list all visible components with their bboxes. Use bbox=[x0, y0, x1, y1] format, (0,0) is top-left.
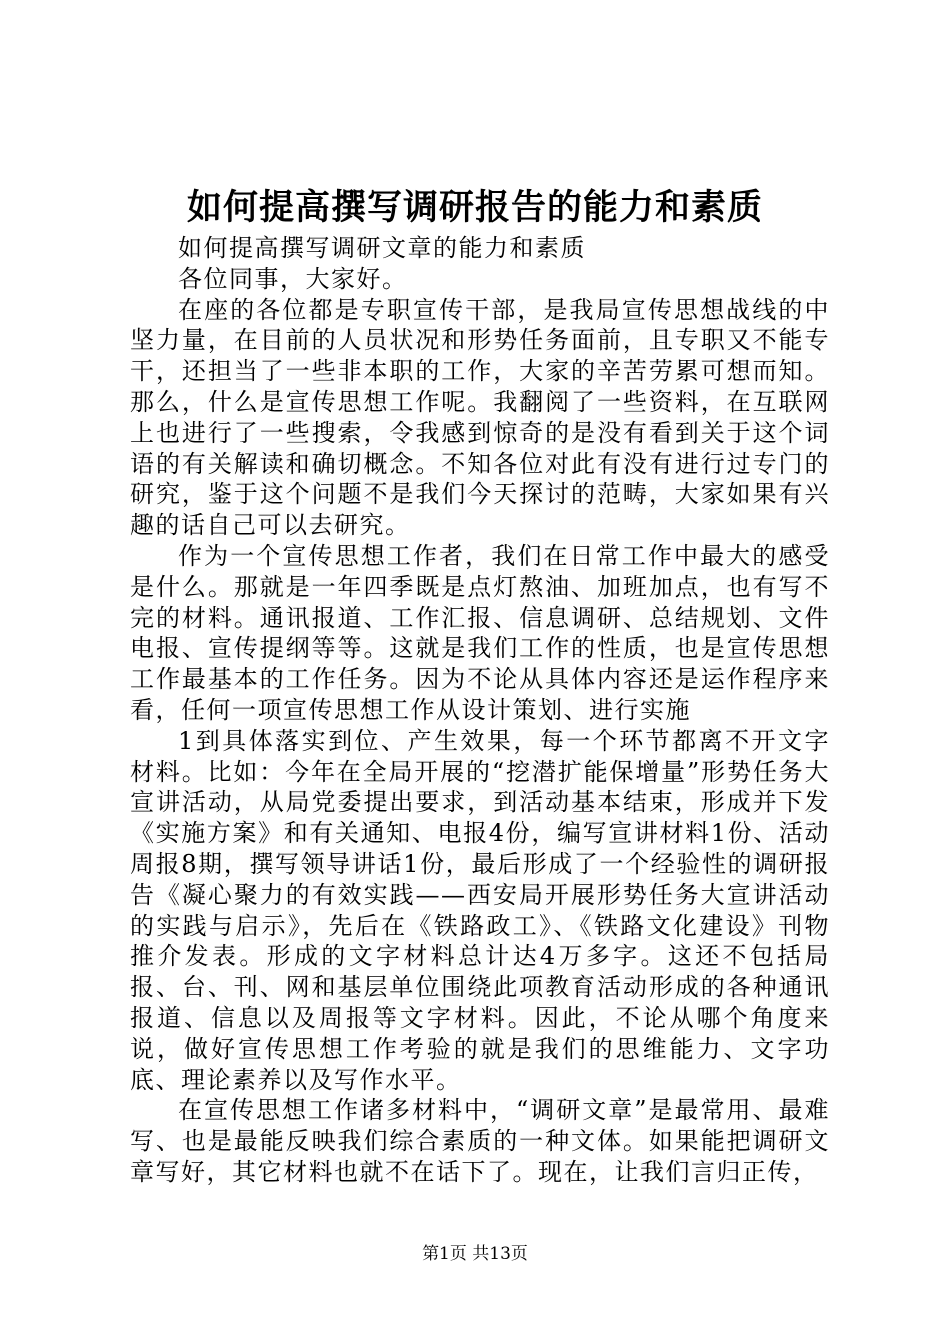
document-body bbox=[130, 233, 830, 1188]
paragraph-body-3: 1到具体落实到位、产生效果，每一个环节都离不开文字材料。比如：今年在全局开展的“挖潜扩能保增量”形势任务大宣讲活动，从局党委提出要求，到活动基本结束，形成并下发《实施方案》和有关通知、电报4份，编写宣讲材料1份、活动周报8期，撰写领导讲话1份，最后形成了一个经验性的调研报告《凝心聚力的有效实践——西安局开展形势任务大宣讲活动的实践与启示》，先后在《铁路政工》、《铁路文化建设》刊物推介发表。形成的文字材料总计达4万多字。这还不包括局报、台、刊、网和基层单位围绕此项教育活动形成的各种通讯报道、信息以及周报等文字材料。因此，不论从哪个角度来说，做好宣传思想工作考验的就是我们的思维能力、文字功底、理论素养以及写作水平。 bbox=[130, 726, 830, 1094]
paragraph-body-1: 在座的各位都是专职宣传干部，是我局宣传思想战线的中坚力量，在目前的人员状况和形势任务面前，且专职又不能专干，还担当了一些非本职的工作，大家的辛苦劳累可想而知。那么，什么是宣传思想工作呢。我翻阅了一些资料，在互联网上也进行了一些搜索，令我感到惊奇的是没有看到关于这个词语的有关解读和确切概念。不知各位对此有没有进行过专门的研究，鉴于这个问题不是我们今天探讨的范畴，大家如果有兴趣的话自己可以去研究。 bbox=[130, 295, 830, 540]
paragraph-greeting: 各位同事，大家好。 bbox=[178, 264, 408, 293]
document-title: 如何提高撰写调研报告的能力和素质 bbox=[186, 187, 763, 228]
paragraph-body-2: 作为一个宣传思想工作者，我们在日常工作中最大的感受是什么。那就是一年四季既是点灯熬油、加班加点，也有写不完的材料。通讯报道、工作汇报、信息调研、总结规划、文件电报、宣传提纲等等。这就是我们工作的性质，也是宣传思想工作最基本的工作任务。因为不论从具体内容还是运作程序来看，任何一项宣传思想工作从设计策划、进行实施 bbox=[130, 541, 830, 724]
page-number-footer: 第1页 共13页 bbox=[422, 1244, 528, 1264]
paragraph-subtitle: 如何提高撰写调研文章的能力和素质 bbox=[178, 234, 586, 262]
paragraph-body-4: 在宣传思想工作诸多材料中，“调研文章”是最常用、最难写、也是最能反映我们综合素质的一种文体。如果能把调研文章写好，其它材料也就不在话下了。现在，让我们言归正传， bbox=[130, 1096, 830, 1186]
